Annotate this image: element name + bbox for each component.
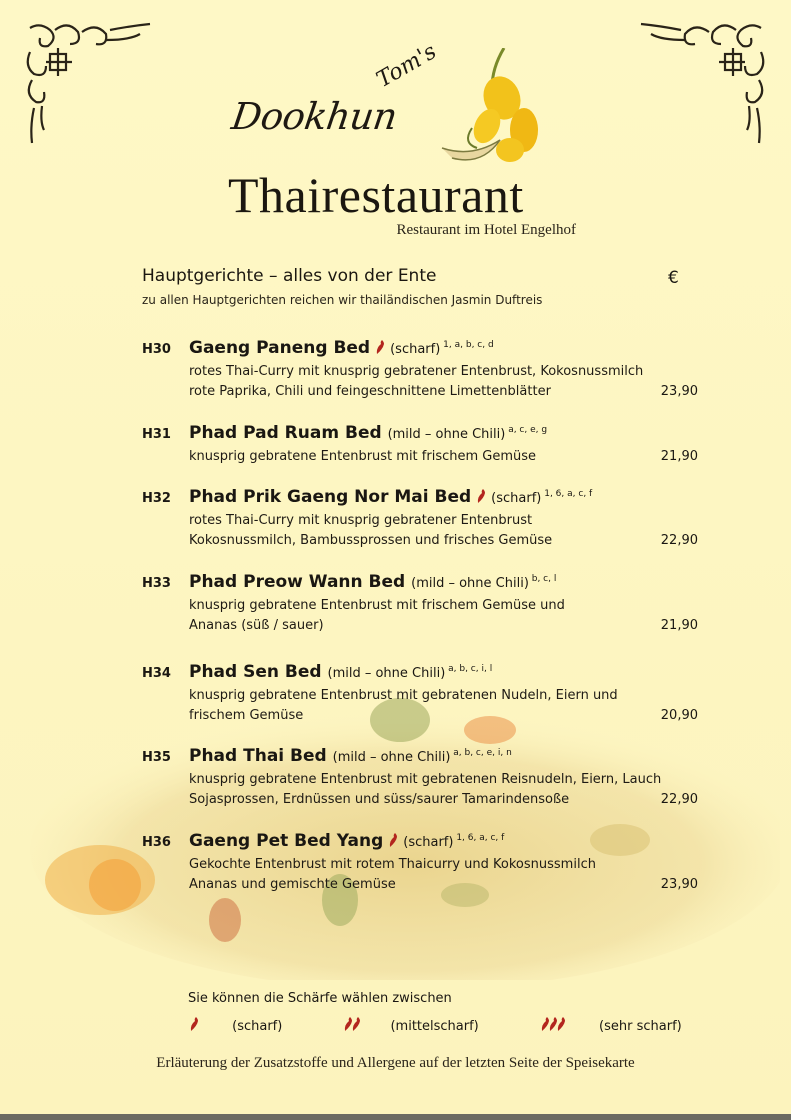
item-name: Phad Pad Ruam Bed	[189, 423, 382, 443]
section-heading: Hauptgerichte – alles von der Ente	[142, 266, 437, 286]
two-chilies-icon	[342, 1016, 362, 1036]
item-allergens: a, b, c, e, i, n	[450, 748, 512, 758]
item-name: Phad Preow Wann Bed	[189, 572, 406, 592]
logo-script-name: Dookhun	[228, 95, 400, 138]
item-price: 20,90	[660, 708, 698, 723]
item-description: knusprig gebratene Entenbrust mit gebratenen Reisnudeln, Eiern, Lauch	[189, 772, 662, 787]
item-code: H33	[142, 576, 171, 591]
item-description: rotes Thai-Curry mit knusprig gebratener Entenbrust	[189, 513, 533, 528]
chili-icon	[475, 488, 487, 509]
item-price: 21,90	[660, 449, 698, 464]
item-description: knusprig gebratene Entenbrust mit gebratenen Nudeln, Eiern und	[189, 688, 618, 703]
item-allergens: b, c, l	[528, 574, 557, 584]
allergen-footer-note: Erläuterung der Zusatzstoffe und Allergene auf der letzten Seite der Speisekarte	[156, 1055, 635, 1071]
item-code: H31	[142, 427, 171, 442]
item-allergens: 1, a, b, c, d	[440, 340, 494, 350]
chili-icon	[188, 1016, 200, 1036]
item-allergens: 1, 6, a, c, f	[453, 833, 505, 843]
item-spice-note: (scharf)	[491, 491, 542, 506]
chili-icon	[374, 339, 386, 360]
item-spice-note: (scharf)	[390, 342, 441, 357]
item-name: Phad Prik Gaeng Nor Mai Bed	[189, 487, 472, 507]
item-name-line	[189, 831, 504, 853]
item-description: Ananas und gemischte Gemüse	[189, 877, 396, 892]
item-description: Gekochte Entenbrust mit rotem Thaicurry und Kokosnussmilch	[189, 857, 596, 872]
item-price: 22,90	[660, 533, 698, 548]
item-allergens: 1, 6, a, c, f	[541, 489, 593, 499]
logo-script-toms: Tom's	[372, 39, 441, 93]
restaurant-subtitle: Restaurant im Hotel Engelhof	[396, 222, 576, 238]
item-spice-note: (mild – ohne Chili)	[411, 576, 529, 591]
item-code: H34	[142, 666, 171, 681]
item-name: Gaeng Paneng Bed	[189, 338, 371, 358]
item-description: rotes Thai-Curry mit knusprig gebratener Entenbrust, Kokosnussmilch	[189, 364, 644, 379]
item-description: frischem Gemüse	[189, 708, 304, 723]
item-code: H35	[142, 750, 171, 765]
item-name-line	[189, 746, 512, 766]
item-allergens: a, b, c, i, l	[445, 664, 493, 674]
restaurant-title: Thairestaurant	[228, 167, 524, 223]
item-description: Sojasprossen, Erdnüssen und süss/saurer Tamarindensoße	[189, 792, 570, 807]
item-description: Ananas (süß / sauer)	[189, 618, 324, 633]
spiciness-legend-title: Sie können die Schärfe wählen zwischen	[188, 991, 452, 1006]
ornament-corner-top-left	[20, 18, 155, 148]
item-description: Kokosnussmilch, Bambussprossen und frisches Gemüse	[189, 533, 553, 548]
item-price: 23,90	[660, 877, 698, 892]
section-note: zu allen Hauptgerichten reichen wir thailändischen Jasmin Duftreis	[142, 293, 543, 307]
item-allergens: a, c, e, g	[505, 425, 548, 435]
three-chilies-icon	[539, 1016, 567, 1036]
item-name-line	[189, 423, 547, 443]
page-bottom-edge	[0, 1114, 791, 1120]
fried-rice-dish-image	[20, 680, 780, 980]
item-description: knusprig gebratene Entenbrust mit frischem Gemüse	[189, 449, 537, 464]
item-spice-note: (scharf)	[403, 835, 454, 850]
item-name: Phad Sen Bed	[189, 662, 322, 682]
item-spice-note: (mild – ohne Chili)	[332, 750, 451, 765]
legend-scharf: (scharf)	[188, 1019, 310, 1034]
item-price: 23,90	[660, 384, 698, 399]
item-name-line	[189, 662, 492, 682]
item-name-line	[189, 338, 494, 360]
item-name: Phad Thai Bed	[189, 746, 327, 766]
legend-mittelscharf: (mittelscharf)	[342, 1019, 506, 1034]
item-name-line	[189, 487, 592, 509]
item-spice-note: (mild – ohne Chili)	[387, 427, 506, 442]
item-price: 21,90	[660, 618, 698, 633]
item-name: Gaeng Pet Bed Yang	[189, 831, 384, 851]
item-spice-note: (mild – ohne Chili)	[327, 666, 446, 681]
chili-icon	[387, 832, 399, 853]
item-code: H32	[142, 491, 171, 506]
legend-sehr-scharf: (sehr scharf)	[539, 1019, 710, 1034]
item-description: knusprig gebratene Entenbrust mit frischem Gemüse und	[189, 598, 565, 613]
item-code: H36	[142, 835, 171, 850]
currency-symbol: €	[668, 268, 679, 288]
spiciness-legend	[188, 1016, 738, 1036]
ornament-corner-top-right	[636, 18, 771, 148]
item-price: 22,90	[660, 792, 698, 807]
item-description: rote Paprika, Chili und feingeschnittene Limettenblätter	[189, 384, 551, 399]
item-code: H30	[142, 342, 171, 357]
item-name-line	[189, 572, 556, 592]
